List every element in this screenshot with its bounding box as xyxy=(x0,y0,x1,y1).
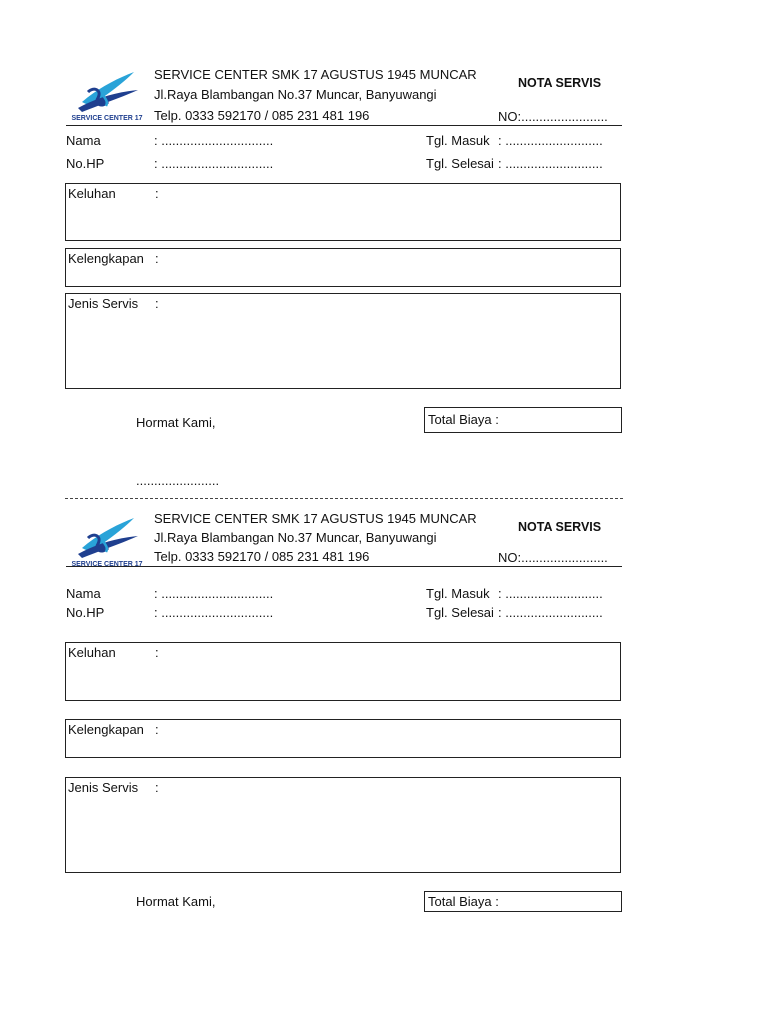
tgl-masuk-field[interactable]: : ........................... xyxy=(498,133,603,148)
header-rule xyxy=(66,566,622,567)
total-biaya-box[interactable] xyxy=(424,891,622,912)
nohp-label: No.HP xyxy=(66,605,105,620)
note-number: NO:........................ xyxy=(498,109,608,124)
tgl-selesai-label: Tgl. Selesai xyxy=(426,605,494,620)
kelengkapan-box[interactable] xyxy=(65,248,621,287)
keluhan-label: Keluhan xyxy=(68,645,116,660)
jenis-servis-colon: : xyxy=(155,296,159,311)
hormat-kami: Hormat Kami, xyxy=(136,415,216,430)
jenis-servis-label: Jenis Servis xyxy=(68,296,139,311)
tgl-selesai-label: Tgl. Selesai xyxy=(426,156,494,171)
service-center-logo xyxy=(68,514,146,570)
kelengkapan-label: Kelengkapan xyxy=(68,251,144,266)
nama-field[interactable]: : ............................... xyxy=(154,133,274,148)
shop-phone: Telp. 0333 592170 / 085 231 481 196 xyxy=(154,108,370,123)
hormat-kami: Hormat Kami, xyxy=(136,894,216,909)
shop-address: Jl.Raya Blambangan No.37 Muncar, Banyuwangi xyxy=(154,87,437,102)
tgl-masuk-field[interactable]: : ........................... xyxy=(498,586,603,601)
header-rule xyxy=(66,125,622,126)
shop-name: SERVICE CENTER SMK 17 AGUSTUS 1945 MUNCAR xyxy=(154,511,477,526)
service-note-form-bottom xyxy=(0,446,768,886)
jenis-servis-colon: : xyxy=(155,780,159,795)
document-title: NOTA SERVIS xyxy=(518,520,602,534)
kelengkapan-box[interactable] xyxy=(65,719,621,758)
kelengkapan-colon: : xyxy=(155,722,159,737)
tgl-masuk-label: Tgl. Masuk xyxy=(426,133,490,148)
jenis-servis-box[interactable] xyxy=(65,777,621,873)
tgl-masuk-label: Tgl. Masuk xyxy=(426,586,490,601)
shop-name: SERVICE CENTER SMK 17 AGUSTUS 1945 MUNCAR xyxy=(154,67,477,82)
keluhan-box[interactable] xyxy=(65,183,621,241)
note-number: NO:........................ xyxy=(498,550,608,565)
keluhan-colon: : xyxy=(155,186,159,201)
nama-label: Nama xyxy=(66,133,101,148)
logo-text: SERVICE CENTER 17 xyxy=(71,115,143,122)
total-biaya-box[interactable] xyxy=(424,407,622,433)
keluhan-colon: : xyxy=(155,645,159,660)
nohp-field[interactable]: : ............................... xyxy=(154,605,274,620)
nama-label: Nama xyxy=(66,586,101,601)
nohp-field[interactable]: : ............................... xyxy=(154,156,274,171)
keluhan-box[interactable] xyxy=(65,642,621,701)
signature-line: ....................... xyxy=(136,473,220,488)
tgl-selesai-field[interactable]: : ........................... xyxy=(498,605,603,620)
service-note-form-top xyxy=(0,0,768,440)
nama-field[interactable]: : ............................... xyxy=(154,586,274,601)
kelengkapan-colon: : xyxy=(155,251,159,266)
shop-phone: Telp. 0333 592170 / 085 231 481 196 xyxy=(154,549,370,564)
keluhan-label: Keluhan xyxy=(68,186,116,201)
total-biaya-label: Total Biaya : xyxy=(428,412,499,427)
document-title: NOTA SERVIS xyxy=(518,76,602,90)
total-biaya-label: Total Biaya : xyxy=(428,894,499,909)
shop-address: Jl.Raya Blambangan No.37 Muncar, Banyuwangi xyxy=(154,530,437,545)
kelengkapan-label: Kelengkapan xyxy=(68,722,144,737)
jenis-servis-box[interactable] xyxy=(65,293,621,389)
jenis-servis-label: Jenis Servis xyxy=(68,780,139,795)
nohp-label: No.HP xyxy=(66,156,105,171)
logo-text: SERVICE CENTER 17 xyxy=(71,561,143,568)
service-center-logo xyxy=(68,68,146,124)
tgl-selesai-field[interactable]: : ........................... xyxy=(498,156,603,171)
